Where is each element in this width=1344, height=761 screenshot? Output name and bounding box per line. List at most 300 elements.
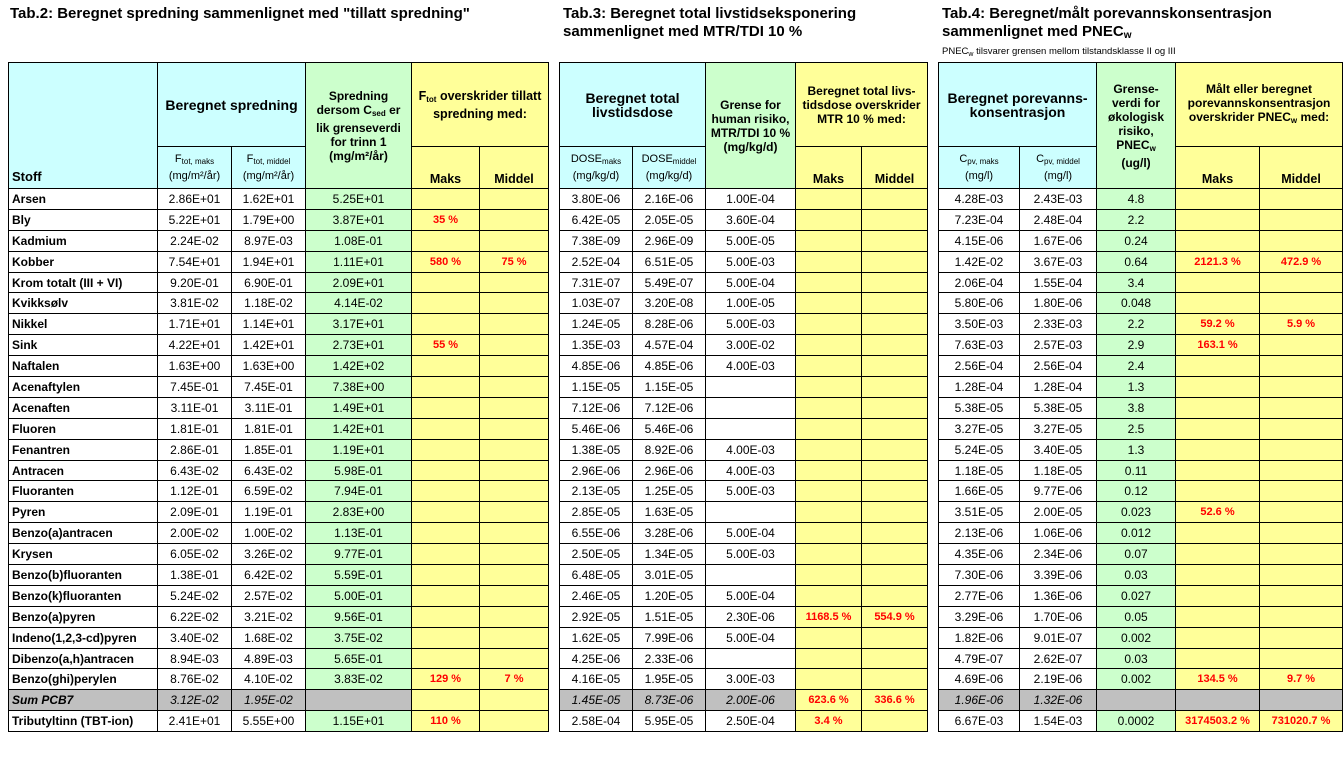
- cpv-maks-cell: 1.66E-05: [939, 481, 1020, 502]
- t4-table-row: [939, 230, 1343, 251]
- mtr-cell: 5.00E-03: [706, 481, 796, 502]
- t4-overskrider-header: Målt eller beregnet porevannskonsentrasjon overskrider $PNEC_w$ med:: [1176, 63, 1343, 147]
- t4-overskrider-middel-cell: [1260, 335, 1343, 356]
- t4-overskrider-middel-cell: [1260, 272, 1343, 293]
- t4-table-row: [939, 690, 1343, 711]
- t2-overskrider-middel-cell: [480, 314, 549, 335]
- t4-table-row: [939, 481, 1343, 502]
- stoff-cell: Fluoren: [9, 418, 158, 439]
- ftot-middel-cell: 1.68E-02: [232, 627, 306, 648]
- t2-overskrider-middel-cell: [480, 397, 549, 418]
- t3-overskrider-middel-cell: [862, 711, 928, 732]
- cpv-maks-cell: 1.96E-06: [939, 690, 1020, 711]
- t2-overskrider-middel-cell: [480, 606, 549, 627]
- t3-overskrider-middel-cell: [862, 251, 928, 272]
- pnec-cell: 0.05: [1097, 606, 1176, 627]
- cpv-maks-cell: 5.24E-05: [939, 439, 1020, 460]
- cpv-maks-cell: 2.77E-06: [939, 585, 1020, 606]
- t4-table-row: [939, 648, 1343, 669]
- t4-overskrider-maks-cell: 52.6 %: [1176, 502, 1260, 523]
- t3-overskrider-maks-cell: [796, 335, 862, 356]
- dose-middel-cell: 7.99E-06: [633, 627, 706, 648]
- tab4-table: [938, 62, 1343, 732]
- t4-overskrider-middel-cell: 472.9 %: [1260, 251, 1343, 272]
- pnec-cell: 0.12: [1097, 481, 1176, 502]
- mtr-cell: 5.00E-03: [706, 544, 796, 565]
- t2-overskrider-middel-cell: [480, 209, 549, 230]
- ftot-maks-cell: 2.86E+01: [158, 189, 232, 210]
- cpv-middel-cell: 3.27E-05: [1020, 418, 1097, 439]
- t3-table-row: [560, 397, 928, 418]
- t2-table-row: [9, 690, 549, 711]
- ftot-maks-cell: 5.24E-02: [158, 585, 232, 606]
- t4-table-row: [939, 502, 1343, 523]
- t2-table-row: [9, 606, 549, 627]
- dose-middel-cell: 1.15E-05: [633, 377, 706, 398]
- stoff-cell: Naftalen: [9, 356, 158, 377]
- t4-table-row: [939, 377, 1343, 398]
- t3-overskrider-maks-cell: [796, 397, 862, 418]
- mtr-cell: [706, 502, 796, 523]
- ftot-maks-cell: 1.81E-01: [158, 418, 232, 439]
- dose-middel-cell: 6.51E-05: [633, 251, 706, 272]
- t3-overskrider-maks-cell: [796, 648, 862, 669]
- dose-maks-cell: 2.58E-04: [560, 711, 633, 732]
- dose-maks-cell: 3.80E-06: [560, 189, 633, 210]
- dose-middel-cell: 2.96E-06: [633, 460, 706, 481]
- t3-table-row: [560, 606, 928, 627]
- dose-maks-cell: 2.85E-05: [560, 502, 633, 523]
- t2-overskrider-middel-cell: [480, 544, 549, 565]
- cpv-middel-cell: 1.18E-05: [1020, 460, 1097, 481]
- dose-maks-cell: 6.42E-05: [560, 209, 633, 230]
- t3-overskrider-maks-cell: [796, 585, 862, 606]
- t4-maks-header: Maks: [1176, 147, 1260, 189]
- ftot-middel-cell: 1.63E+00: [232, 356, 306, 377]
- cpv-maks-cell: 7.30E-06: [939, 565, 1020, 586]
- t2-overskrider-middel-cell: [480, 690, 549, 711]
- t3-overskrider-maks-cell: 3.4 %: [796, 711, 862, 732]
- t3-overskrider-maks-cell: [796, 293, 862, 314]
- t2-overskrider-middel-cell: 7 %: [480, 669, 549, 690]
- t4-body: [939, 189, 1343, 732]
- spredning-cell: 1.42E+01: [306, 418, 412, 439]
- pnec-cell: 0.0002: [1097, 711, 1176, 732]
- cpv-middel-cell: 2.34E-06: [1020, 544, 1097, 565]
- mtr-cell: 5.00E-04: [706, 523, 796, 544]
- pnec-cell: 2.5: [1097, 418, 1176, 439]
- cpv-maks-cell: 4.35E-06: [939, 544, 1020, 565]
- t2-overskrider-maks-cell: [412, 627, 480, 648]
- t2-table-row: [9, 439, 549, 460]
- mtr-cell: [706, 648, 796, 669]
- pnec-cell: 0.002: [1097, 669, 1176, 690]
- t3-dose-maks-header: $DOSE_{maks}$ (mg/kg/d): [560, 147, 633, 189]
- t2-overskrider-maks-cell: [412, 314, 480, 335]
- t2-ftot-maks-header: $F_{tot, maks}$ (mg/m²/år): [158, 147, 232, 189]
- t3-overskrider-maks-cell: [796, 251, 862, 272]
- mtr-cell: 4.00E-03: [706, 460, 796, 481]
- t4-table-row: [939, 439, 1343, 460]
- spredning-cell: 1.15E+01: [306, 711, 412, 732]
- dose-middel-cell: 1.63E-05: [633, 502, 706, 523]
- cpv-middel-cell: 1.55E-04: [1020, 272, 1097, 293]
- t3-body: [560, 189, 928, 732]
- ftot-maks-cell: 3.40E-02: [158, 627, 232, 648]
- ftot-middel-cell: 6.59E-02: [232, 481, 306, 502]
- ftot-maks-cell: 2.41E+01: [158, 711, 232, 732]
- t4-table-row: [939, 585, 1343, 606]
- t3-table-row: [560, 627, 928, 648]
- dose-middel-cell: 3.01E-05: [633, 565, 706, 586]
- t4-overskrider-middel-cell: 5.9 %: [1260, 314, 1343, 335]
- ftot-middel-cell: 6.42E-02: [232, 565, 306, 586]
- cpv-maks-cell: 2.56E-04: [939, 356, 1020, 377]
- cpv-maks-cell: 3.29E-06: [939, 606, 1020, 627]
- ftot-middel-cell: 4.89E-03: [232, 648, 306, 669]
- dose-middel-cell: 2.05E-05: [633, 209, 706, 230]
- dose-middel-cell: 7.12E-06: [633, 397, 706, 418]
- stoff-cell: Acenaftylen: [9, 377, 158, 398]
- stoff-cell: Bly: [9, 209, 158, 230]
- t2-middel-header: Middel: [480, 147, 549, 189]
- t3-overskrider-middel-cell: [862, 544, 928, 565]
- t2-table-row: [9, 481, 549, 502]
- t4-overskrider-maks-cell: [1176, 648, 1260, 669]
- t4-overskrider-middel-cell: [1260, 439, 1343, 460]
- cpv-middel-cell: 9.01E-07: [1020, 627, 1097, 648]
- t4-overskrider-maks-cell: [1176, 439, 1260, 460]
- t4-overskrider-middel-cell: [1260, 565, 1343, 586]
- t3-overskrider-maks-cell: [796, 189, 862, 210]
- t2-overskrider-maks-cell: [412, 272, 480, 293]
- stoff-cell: Kobber: [9, 251, 158, 272]
- t3-overskrider-middel-cell: [862, 669, 928, 690]
- t3-overskrider-middel-cell: [862, 209, 928, 230]
- t4-overskrider-middel-cell: [1260, 690, 1343, 711]
- ftot-maks-cell: 2.09E-01: [158, 502, 232, 523]
- t4-overskrider-maks-cell: 134.5 %: [1176, 669, 1260, 690]
- t3-table-row: [560, 460, 928, 481]
- cpv-middel-cell: 3.39E-06: [1020, 565, 1097, 586]
- pnec-cell: 0.027: [1097, 585, 1176, 606]
- ftot-middel-cell: 8.97E-03: [232, 230, 306, 251]
- t2-table-row: [9, 335, 549, 356]
- stoff-cell: Tributyltinn (TBT-ion): [9, 711, 158, 732]
- t3-overskrider-maks-cell: [796, 502, 862, 523]
- t2-overskrider-maks-cell: 580 %: [412, 251, 480, 272]
- t3-table-row: [560, 585, 928, 606]
- cpv-maks-cell: 4.69E-06: [939, 669, 1020, 690]
- pnec-cell: 2.2: [1097, 314, 1176, 335]
- t4-table-row: [939, 544, 1343, 565]
- pnec-cell: 0.002: [1097, 627, 1176, 648]
- spredning-cell: 2.09E+01: [306, 272, 412, 293]
- ftot-maks-cell: 3.81E-02: [158, 293, 232, 314]
- stoff-cell: Benzo(ghi)perylen: [9, 669, 158, 690]
- t3-table-row: [560, 690, 928, 711]
- t3-table-row: [560, 335, 928, 356]
- stoff-cell: Arsen: [9, 189, 158, 210]
- t2-table-row: [9, 460, 549, 481]
- ftot-maks-cell: 1.71E+01: [158, 314, 232, 335]
- t4-overskrider-maks-cell: 2121.3 %: [1176, 251, 1260, 272]
- t3-dose-middel-header: $DOSE_{middel}$ (mg/kg/d): [633, 147, 706, 189]
- t2-table-row: [9, 230, 549, 251]
- spredning-cell: 3.75E-02: [306, 627, 412, 648]
- t3-table-row: [560, 544, 928, 565]
- t4-overskrider-middel-cell: [1260, 209, 1343, 230]
- t4-overskrider-middel-cell: [1260, 189, 1343, 210]
- dose-middel-cell: 3.20E-08: [633, 293, 706, 314]
- t3-overskrider-middel-cell: 554.9 %: [862, 606, 928, 627]
- stoff-cell: Kvikksølv: [9, 293, 158, 314]
- t3-overskrider-middel-cell: [862, 481, 928, 502]
- dose-middel-cell: 5.49E-07: [633, 272, 706, 293]
- t3-table-row: [560, 230, 928, 251]
- pnec-cell: 2.4: [1097, 356, 1176, 377]
- t4-table-row: [939, 669, 1343, 690]
- spredning-cell: 1.42E+02: [306, 356, 412, 377]
- mtr-cell: 1.00E-05: [706, 293, 796, 314]
- cpv-middel-cell: 5.38E-05: [1020, 397, 1097, 418]
- cpv-middel-cell: 2.43E-03: [1020, 189, 1097, 210]
- dose-middel-cell: 2.33E-06: [633, 648, 706, 669]
- cpv-middel-cell: 1.36E-06: [1020, 585, 1097, 606]
- mtr-cell: 3.00E-02: [706, 335, 796, 356]
- cpv-maks-cell: 7.63E-03: [939, 335, 1020, 356]
- dose-middel-cell: 1.34E-05: [633, 544, 706, 565]
- t3-overskrider-middel-cell: [862, 314, 928, 335]
- t2-beregnet-header: Beregnet spredning: [158, 63, 306, 147]
- t4-overskrider-maks-cell: [1176, 272, 1260, 293]
- t4-table-row: [939, 711, 1343, 732]
- t4-overskrider-middel-cell: [1260, 356, 1343, 377]
- t2-table-row: [9, 523, 549, 544]
- t2-table-row: [9, 314, 549, 335]
- mtr-cell: 4.00E-03: [706, 439, 796, 460]
- t4-table-row: [939, 209, 1343, 230]
- spredning-cell: 9.77E-01: [306, 544, 412, 565]
- stoff-cell: Krom totalt (III + VI): [9, 272, 158, 293]
- mtr-cell: 5.00E-05: [706, 230, 796, 251]
- t4-table-row: [939, 627, 1343, 648]
- t3-overskrider-middel-cell: 336.6 %: [862, 690, 928, 711]
- t2-overskrider-middel-cell: [480, 356, 549, 377]
- t4-overskrider-maks-cell: [1176, 585, 1260, 606]
- t4-overskrider-middel-cell: [1260, 627, 1343, 648]
- t4-overskrider-maks-cell: [1176, 606, 1260, 627]
- ftot-maks-cell: 9.20E-01: [158, 272, 232, 293]
- t2-overskrider-middel-cell: [480, 230, 549, 251]
- t4-middel-header: Middel: [1260, 147, 1343, 189]
- t3-overskrider-maks-cell: [796, 565, 862, 586]
- t2-overskrider-middel-cell: [480, 377, 549, 398]
- t2-table-row: [9, 272, 549, 293]
- tab3-title: [563, 5, 856, 41]
- t3-table-row: [560, 439, 928, 460]
- t3-overskrider-maks-cell: [796, 627, 862, 648]
- cpv-middel-cell: 1.06E-06: [1020, 523, 1097, 544]
- cpv-middel-cell: 2.00E-05: [1020, 502, 1097, 523]
- ftot-maks-cell: 2.00E-02: [158, 523, 232, 544]
- t2-overskrider-maks-cell: [412, 690, 480, 711]
- t2-overskrider-maks-cell: [412, 439, 480, 460]
- t2-table-row: [9, 711, 549, 732]
- t2-overskrider-maks-cell: [412, 606, 480, 627]
- ftot-middel-cell: 6.90E-01: [232, 272, 306, 293]
- t3-overskrider-middel-cell: [862, 565, 928, 586]
- t4-overskrider-maks-cell: [1176, 690, 1260, 711]
- t2-table-row: [9, 627, 549, 648]
- mtr-cell: 5.00E-04: [706, 272, 796, 293]
- t4-table-row: [939, 293, 1343, 314]
- t2-overskrider-maks-cell: 35 %: [412, 209, 480, 230]
- stoff-cell: Indeno(1,2,3-cd)pyren: [9, 627, 158, 648]
- pnec-cell: 4.8: [1097, 189, 1176, 210]
- t2-overskrider-maks-cell: [412, 377, 480, 398]
- dose-maks-cell: 2.46E-05: [560, 585, 633, 606]
- ftot-middel-cell: 1.85E-01: [232, 439, 306, 460]
- t4-overskrider-middel-cell: [1260, 418, 1343, 439]
- dose-maks-cell: 7.31E-07: [560, 272, 633, 293]
- t4-overskrider-middel-cell: 9.7 %: [1260, 669, 1343, 690]
- t2-overskrider-maks-cell: [412, 523, 480, 544]
- t3-overskrider-middel-cell: [862, 439, 928, 460]
- dose-maks-cell: 1.38E-05: [560, 439, 633, 460]
- t4-table-row: [939, 460, 1343, 481]
- t2-overskrider-maks-cell: [412, 356, 480, 377]
- t4-overskrider-maks-cell: [1176, 460, 1260, 481]
- ftot-maks-cell: 3.12E-02: [158, 690, 232, 711]
- dose-maks-cell: 2.50E-05: [560, 544, 633, 565]
- ftot-maks-cell: 7.45E-01: [158, 377, 232, 398]
- t3-overskrider-maks-cell: [796, 272, 862, 293]
- cpv-maks-cell: 1.28E-04: [939, 377, 1020, 398]
- dose-maks-cell: 1.45E-05: [560, 690, 633, 711]
- stoff-cell: Fluoranten: [9, 481, 158, 502]
- cpv-middel-cell: 1.28E-04: [1020, 377, 1097, 398]
- t2-stoff-header: Stoff: [9, 63, 158, 189]
- mtr-cell: 4.00E-03: [706, 356, 796, 377]
- t4-overskrider-middel-cell: [1260, 606, 1343, 627]
- t2-maks-header: Maks: [412, 147, 480, 189]
- dose-maks-cell: 2.13E-05: [560, 481, 633, 502]
- dose-maks-cell: 7.12E-06: [560, 397, 633, 418]
- t3-table-row: [560, 377, 928, 398]
- ftot-maks-cell: 2.86E-01: [158, 439, 232, 460]
- cpv-maks-cell: 1.18E-05: [939, 460, 1020, 481]
- pnec-cell: [1097, 690, 1176, 711]
- t2-overskrider-maks-cell: [412, 293, 480, 314]
- t4-overskrider-middel-cell: [1260, 481, 1343, 502]
- t2-overskrider-maks-cell: [412, 502, 480, 523]
- cpv-maks-cell: 7.23E-04: [939, 209, 1020, 230]
- cpv-maks-cell: 5.38E-05: [939, 397, 1020, 418]
- mtr-cell: 2.00E-06: [706, 690, 796, 711]
- dose-middel-cell: 1.95E-05: [633, 669, 706, 690]
- mtr-cell: [706, 565, 796, 586]
- t4-table-row: [939, 335, 1343, 356]
- t3-overskrider-maks-cell: [796, 209, 862, 230]
- t3-table-row: [560, 502, 928, 523]
- t3-table-row: [560, 565, 928, 586]
- dose-maks-cell: 6.55E-06: [560, 523, 633, 544]
- cpv-maks-cell: 1.82E-06: [939, 627, 1020, 648]
- t3-table-row: [560, 356, 928, 377]
- mtr-cell: 5.00E-03: [706, 314, 796, 335]
- dose-middel-cell: 1.51E-05: [633, 606, 706, 627]
- cpv-middel-cell: 2.62E-07: [1020, 648, 1097, 669]
- ftot-middel-cell: 5.55E+00: [232, 711, 306, 732]
- ftot-middel-cell: 1.79E+00: [232, 209, 306, 230]
- t4-grense-header: Grense-verdi for økologisk risiko, $PNEC_w$ (ug/l): [1097, 63, 1176, 189]
- cpv-middel-cell: 1.32E-06: [1020, 690, 1097, 711]
- spredning-cell: 5.59E-01: [306, 565, 412, 586]
- dose-maks-cell: 1.24E-05: [560, 314, 633, 335]
- ftot-middel-cell: 3.26E-02: [232, 544, 306, 565]
- t2-table-row: [9, 209, 549, 230]
- t2-overskrider-middel-cell: [480, 418, 549, 439]
- t3-overskrider-middel-cell: [862, 397, 928, 418]
- dose-maks-cell: 2.96E-06: [560, 460, 633, 481]
- t4-overskrider-maks-cell: [1176, 481, 1260, 502]
- t2-table-row: [9, 397, 549, 418]
- t3-table-row: [560, 481, 928, 502]
- pnec-cell: 0.24: [1097, 230, 1176, 251]
- t2-table-row: [9, 418, 549, 439]
- t4-overskrider-maks-cell: [1176, 189, 1260, 210]
- pnec-cell: 2.9: [1097, 335, 1176, 356]
- cpv-middel-cell: 3.40E-05: [1020, 439, 1097, 460]
- t4-overskrider-middel-cell: [1260, 377, 1343, 398]
- tab4-note: $PNEC_w$ tilsvarer grensen mellom tilstandsklasse II og III: [942, 46, 1176, 58]
- t3-overskrider-maks-cell: [796, 418, 862, 439]
- t2-overskrider-maks-cell: [412, 481, 480, 502]
- dose-maks-cell: 1.03E-07: [560, 293, 633, 314]
- cpv-middel-cell: 3.67E-03: [1020, 251, 1097, 272]
- t3-dose-header: Beregnet total livstidsdose: [560, 63, 706, 147]
- t2-table-row: [9, 544, 549, 565]
- dose-maks-cell: 1.15E-05: [560, 377, 633, 398]
- t3-overskrider-maks-cell: [796, 669, 862, 690]
- dose-maks-cell: 2.92E-05: [560, 606, 633, 627]
- t2-overskrider-maks-cell: [412, 460, 480, 481]
- t2-overskrider-middel-cell: [480, 189, 549, 210]
- t4-table-row: [939, 565, 1343, 586]
- t3-table-row: [560, 648, 928, 669]
- spredning-cell: 2.83E+00: [306, 502, 412, 523]
- pnec-cell: 0.023: [1097, 502, 1176, 523]
- t3-overskrider-middel-cell: [862, 293, 928, 314]
- t2-table-row: [9, 565, 549, 586]
- pnec-cell: 0.64: [1097, 251, 1176, 272]
- t3-overskrider-maks-cell: [796, 544, 862, 565]
- dose-middel-cell: 5.95E-05: [633, 711, 706, 732]
- mtr-cell: 2.30E-06: [706, 606, 796, 627]
- t2-overskrider-middel-cell: [480, 565, 549, 586]
- pnec-cell: 0.07: [1097, 544, 1176, 565]
- t4-overskrider-maks-cell: [1176, 356, 1260, 377]
- ftot-middel-cell: 1.19E-01: [232, 502, 306, 523]
- t2-overskrider-middel-cell: [480, 335, 549, 356]
- cpv-maks-cell: 1.42E-02: [939, 251, 1020, 272]
- t3-overskrider-maks-cell: 623.6 %: [796, 690, 862, 711]
- tab2-table: [8, 62, 549, 732]
- t4-overskrider-maks-cell: [1176, 565, 1260, 586]
- ftot-maks-cell: 1.38E-01: [158, 565, 232, 586]
- t4-overskrider-maks-cell: [1176, 377, 1260, 398]
